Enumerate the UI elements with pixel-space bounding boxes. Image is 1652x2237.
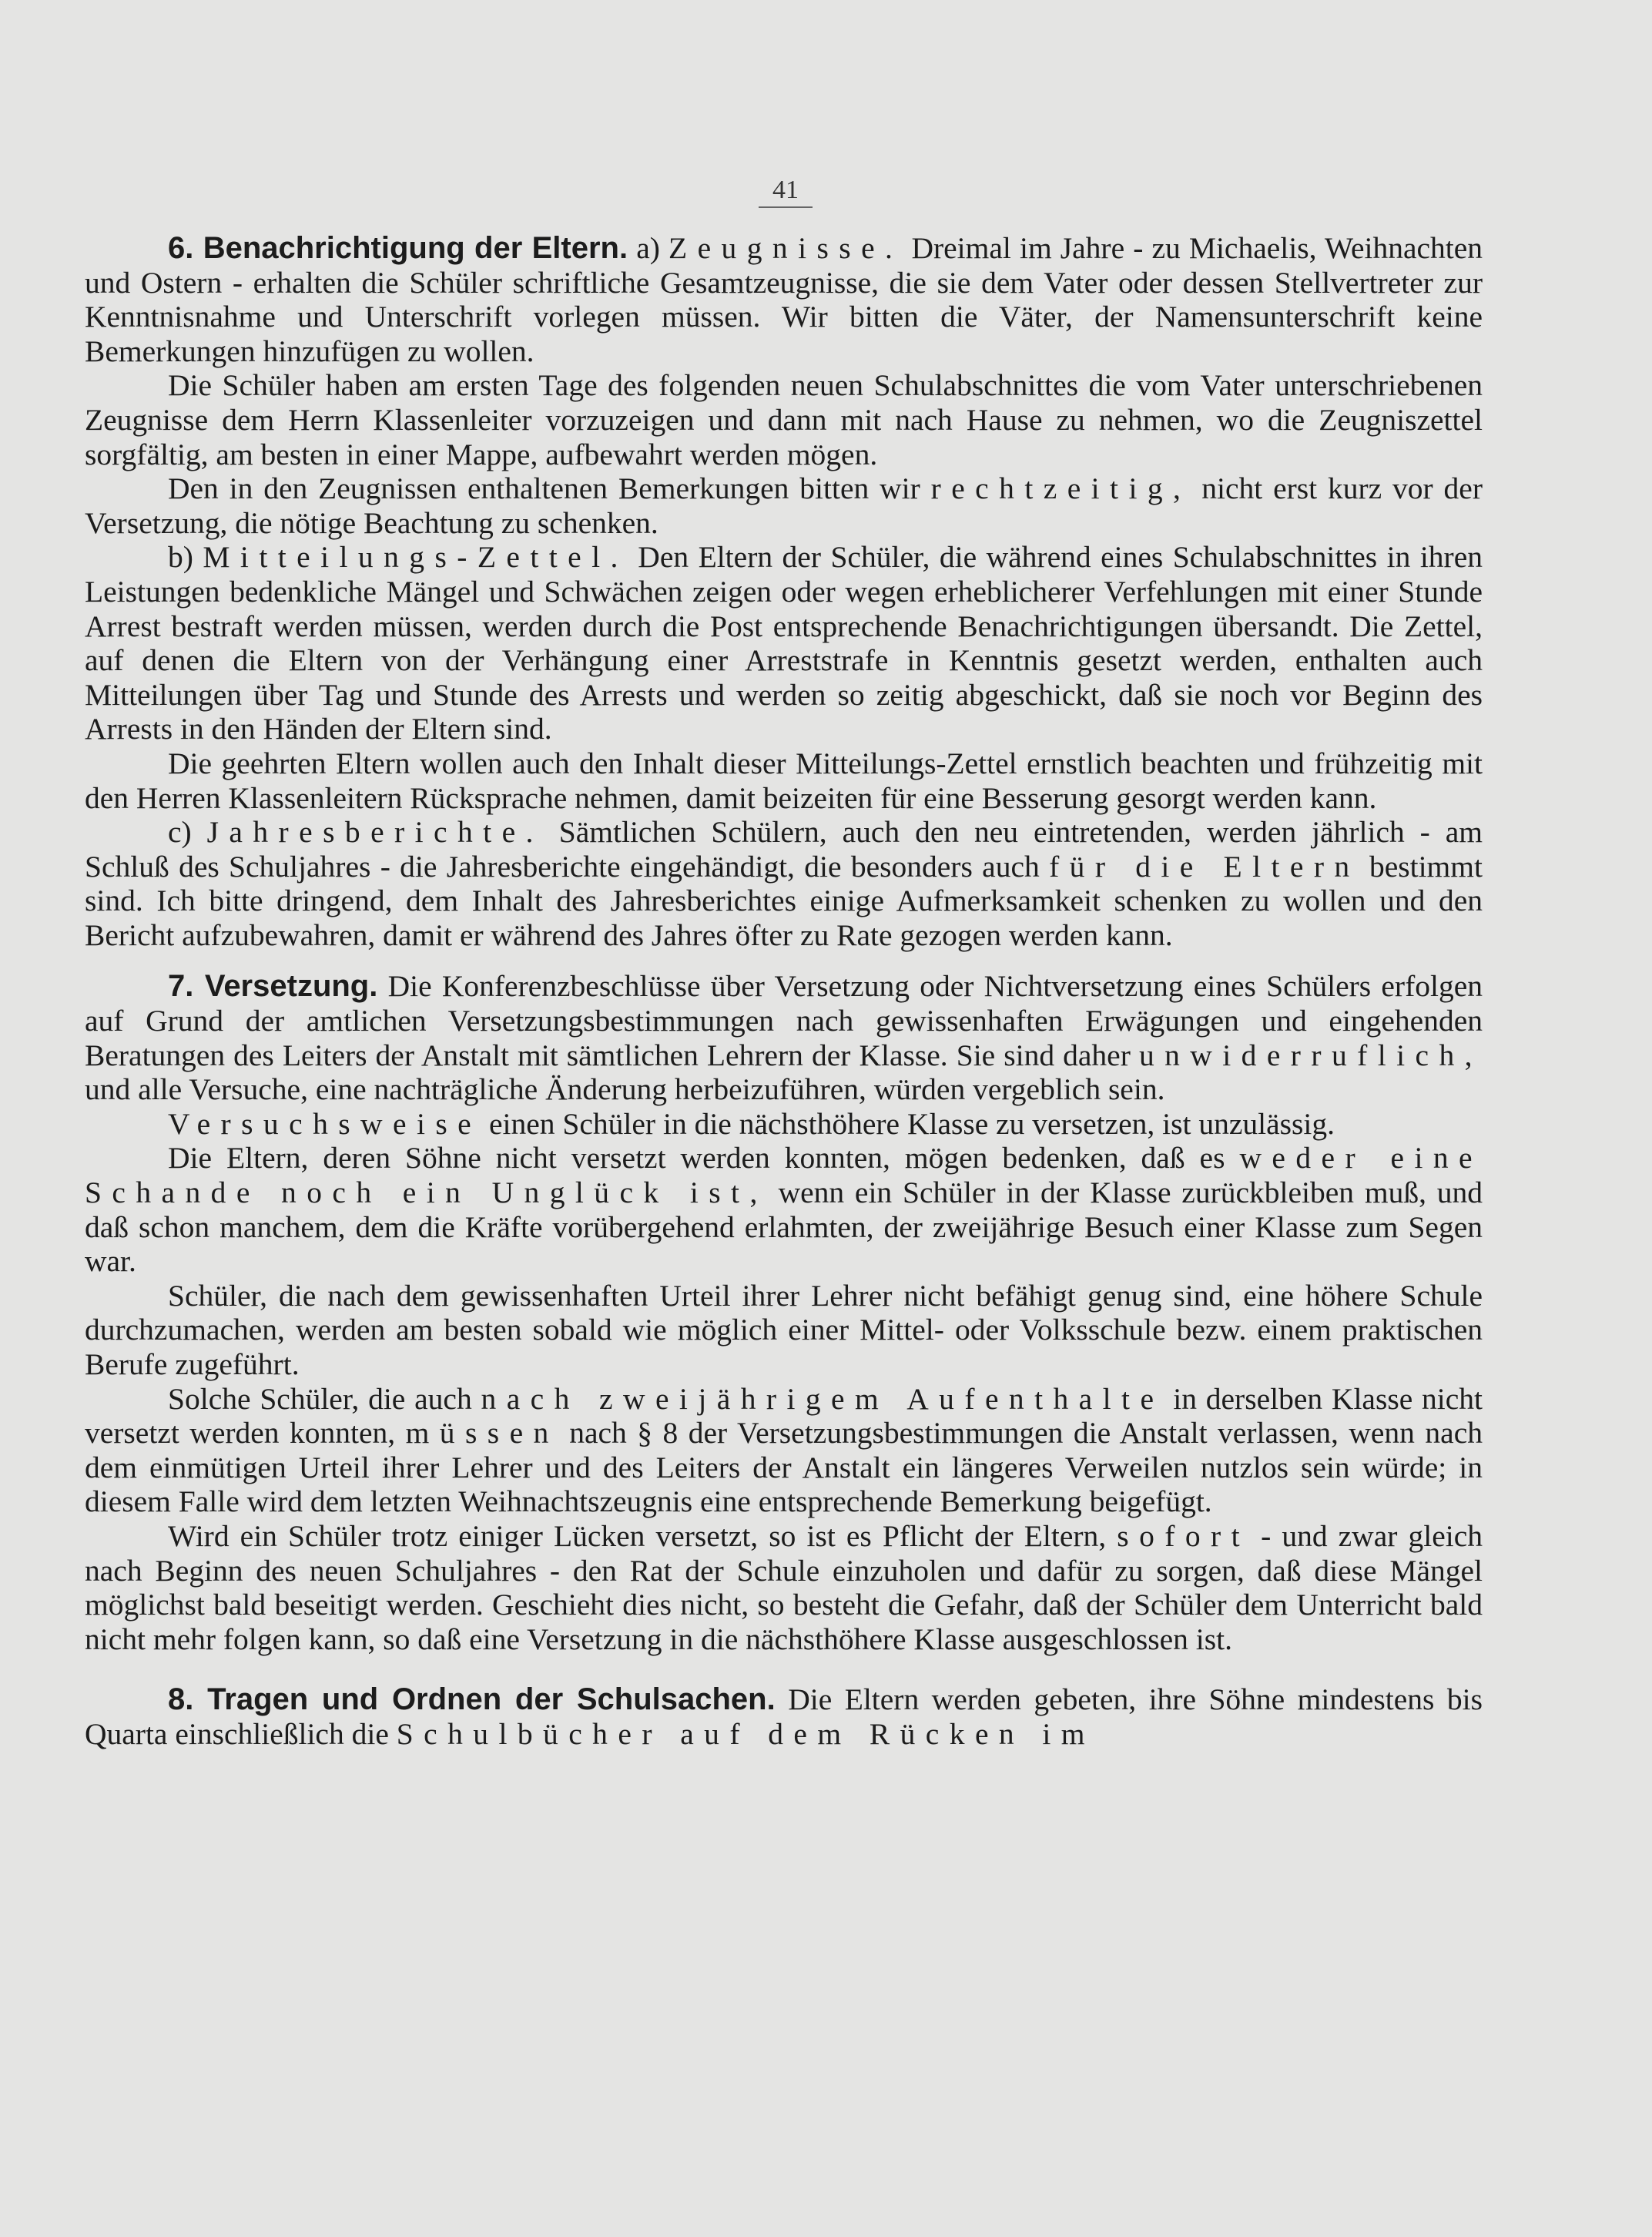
page-number: 41 (759, 176, 813, 208)
emphasis-unwiderruflich: unwiderruflich, (1138, 1038, 1483, 1072)
section-8-paragraph-1: 8. Tragen und Ordnen der Schulsachen. Die Eltern werden gebeten, ihre Söhne mindestens bis Quarta einschließlich die Schulbücher auf dem Rücken im (85, 1682, 1483, 1751)
emphasis-mitteilungs-zettel: Mitteilungs-Zettel. (203, 540, 628, 575)
section-6-paragraph-1: 6. Benachrichtigung der Eltern. a) Zeugnisse. Dreimal im Jahre - zu Michaelis, Weihnachten und Ostern - erhalten die Schüler schriftliche Gesamtzeugnisse, die sie dem Vater oder dessen Stellvertreter zur Kenntnisnahme und Unterschrift vorlegen müssen. Wir bitten die Väter, der Namensunterschrift keine Bemerkungen hinzufügen zu wollen. (85, 231, 1483, 368)
emphasis-fuer-die-eltern: für die Eltern (1049, 849, 1360, 884)
emphasis-sofort: sofort (1117, 1518, 1250, 1553)
emphasis-zeugnisse: Zeugnisse. (669, 231, 903, 265)
section-7-heading: 7. Versetzung. (168, 969, 378, 1004)
section-7-paragraph-2: Versuchsweise einen Schüler in die nächsthöhere Klasse zu versetzen, ist unzulässig. (168, 1106, 1335, 1141)
section-7-paragraph-6: Wird ein Schüler trotz einiger Lücken versetzt, so ist es Pflicht der Eltern, sofort - und zwar gleich nach Beginn des neuen Schuljahres - den Rat der Schule einzuholen und dafür zu sorgen, daß diese Mängel möglichst bald beseitigt werden. Geschieht dies nicht, so besteht die Gefahr, daß der Schüler dem Unterricht bald nicht mehr folgen kann, so daß eine Versetzung in die nächsthöhere Klasse ausgeschlossen ist. (85, 1518, 1483, 1656)
section-7-paragraph-5: Solche Schüler, die auch nach zweijährigem Aufenthalte in derselben Klasse nicht versetzt werden konnten, müssen nach § 8 der Versetzungsbestimmungen die Anstalt verlassen, wenn nach dem einmütigen Urteil ihrer Lehrer und des Leiters der Anstalt ein längeres Verweilen nutzlos sein würde; in diesem Falle wird dem letzten Weihnachtszeugnis eine entsprechende Bemerkung beigefügt. (85, 1381, 1483, 1519)
section-6-paragraph-2: Die Schüler haben am ersten Tage des folgenden neuen Schulabschnittes die vom Vater unterschriebenen Zeugnisse dem Herrn Klassenleiter vorzuzeigen und dann mit nach Hause zu nehmen, wo die Zeugniszettel sorgfältig, am besten in einer Mappe, aufbewahrt werden mögen. (85, 368, 1483, 471)
section-7-paragraph-3: Die Eltern, deren Söhne nicht versetzt werden konnten, mögen bedenken, daß es weder eine Schande noch ein Unglück ist, wenn ein Schüler in der Klasse zurückbleiben muß, und daß schon manchem, dem die Kräfte vorübergehend erlahmten, der zweijährige Besuch einer Klasse zum Segen war. (85, 1141, 1483, 1279)
section-8-heading: 8. Tragen und Ordnen der Schulsachen. (168, 1682, 776, 1717)
emphasis-rechtzeitig: rechtzeitig, (930, 471, 1191, 506)
emphasis-weder-eine-schande: weder eine Schande noch ein Unglück ist, (85, 1141, 1483, 1210)
section-6-paragraph-5: Die geehrten Eltern wollen auch den Inhalt dieser Mitteilungs-Zettel ernstlich beachten und frühzeitig mit den Herren Klassenleitern Rücksprache nehmen, damit beizeiten für eine Besserung gesorgt werden kann. (85, 746, 1483, 815)
section-6-heading: 6. Benachrichtigung der Eltern. (168, 231, 628, 265)
section-6-paragraph-6: c) Jahresberichte. Sämtlichen Schülern, auch den neu eintretenden, werden jährlich - am Schluß des Schuljahres - die Jahresberichte eingehändigt, die besonders auch für die Eltern bestimmt sind. Ich bitte dringend, dem Inhalt des Jahresberichtes einige Aufmerksamkeit schenken zu wollen und den Bericht aufzubewahren, damit er während des Jahres öfter zu Rate gezogen werden kann. (85, 815, 1483, 952)
section-7-paragraph-1: 7. Versetzung. Die Konferenzbeschlüsse über Versetzung oder Nichtversetzung eines Schülers erfolgen auf Grund der amtlichen Versetzungsbestimmungen nach gewissenhaften Erwägungen und eingehenden Beratungen des Leiters der Anstalt mit sämtlichen Lehrern der Klasse. Sie sind daher unwiderruflich, und alle Versuche, eine nachträgliche Änderung herbeizuführen, würden vergeblich sein. (85, 969, 1483, 1107)
emphasis-jahresberichte: Jahresberichte. (206, 815, 544, 850)
emphasis-versuchsweise: Versuchsweise (168, 1106, 482, 1141)
emphasis-schulbuecher: Schulbücher auf dem Rücken im (396, 1716, 1095, 1751)
body-text (85, 231, 1483, 1752)
section-7-paragraph-4: Schüler, die nach dem gewissenhaften Urteil ihrer Lehrer nicht befähigt genug sind, eine höhere Schule durchzumachen, werden am besten sobald wie möglich einer Mittel- oder Volksschule bezw. einem praktischen Berufe zugeführt. (85, 1278, 1483, 1381)
section-6-paragraph-4: b) Mitteilungs-Zettel. Den Eltern der Schüler, die während eines Schulabschnittes in ihren Leistungen bedenkliche Mängel und Schwächen zeigen oder wegen erheblicherer Verfehlungen mit einer Stunde Arrest bestraft werden müssen, werden durch die Post entsprechende Benachrichtigungen übersandt. Die Zettel, auf denen die Eltern von der Verhängung einer Arreststrafe in Kenntnis gesetzt werden, enthalten auch Mitteilungen über Tag und Stunde des Arrests und werden so zeitig abgeschickt, daß sie noch vor Beginn des Arrests in den Händen der Eltern sind. (85, 540, 1483, 746)
section-6-paragraph-3: Den in den Zeugnissen enthaltenen Bemerkungen bitten wir rechtzeitig, nicht erst kurz vor der Versetzung, die nötige Beachtung zu schenken. (85, 471, 1483, 540)
emphasis-nach-zweijaehrigem-aufenthalte: nach zweijährigem Aufenthalte (481, 1381, 1164, 1416)
emphasis-muessen: müssen (405, 1416, 559, 1451)
